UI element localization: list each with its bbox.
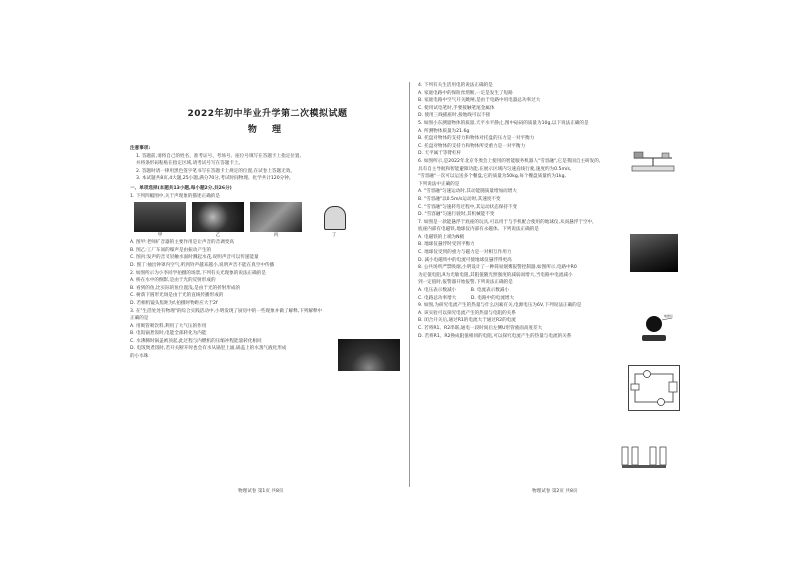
option: C. 树荫下圆形光斑是由于光的直线传播形成的 <box>130 293 224 299</box>
figure-robot-photo <box>630 234 678 272</box>
exam-title: 2022年初中毕业升学第二次模拟试题 <box>187 109 348 119</box>
option: D. 若将R1、R2换成阻值相同的电阻,可以探究电流产生的热量与电流的关系 <box>418 333 572 339</box>
page-footer-left: 物理试卷 第1页 共8页 <box>238 489 284 494</box>
question-7: 7. 如图是一款能悬浮于底座的玩具,可以用于与手机配合使用的地球仪,从而悬浮于空中, <box>418 219 594 225</box>
figure-bell-jar <box>308 202 360 232</box>
note-line: 3. 本试题共8页,4大题,25小题,满分70分,考试时间物理、化学共计120分钟。 <box>136 176 294 182</box>
q1-figures <box>134 202 405 232</box>
option: D. 使用三线插座时,接地线可以不接 <box>418 113 491 119</box>
question-2: 2. 如图所示为小李同学拍摄的场景,下列有关光现象的说法正确的是 <box>130 270 266 276</box>
note-line: 1. 答题前,请将自己的姓名、准考证号、考场号、座位号填写在答题卡上指定位置, <box>136 153 301 159</box>
option: B. 图乙:工厂车间的噪声是由振动产生的 <box>130 247 212 253</box>
question-6: 6. 如图所示,是2022年北京冬奥会上使用的智能服务机器人"雪容融",它是我国自主研发的, <box>418 158 601 164</box>
question-line: 具有自主导航和智能避障功能,在展示区域内匀速直线行驶,速度约为0.5m/s, <box>418 166 572 172</box>
caption: 丙 <box>273 233 279 239</box>
option: D. 减小电磁铁中的电流可使地球仪悬浮得更高 <box>418 257 512 263</box>
option: B. 托盘对物体的支持力和物体对托盘的压力是一对平衡力 <box>418 136 535 142</box>
question-line: 下列说法中正确的是 <box>418 181 460 187</box>
figure-bridge-photo <box>338 339 400 371</box>
figure-balance <box>628 144 678 174</box>
option: 的小水珠 <box>130 354 149 360</box>
option <box>418 295 680 303</box>
option: D. 若相机镜头焦距为f,拍摄时物距应大于2f <box>130 300 218 306</box>
question-4: 4. 下列有关生活用电的说法正确的是 <box>418 83 493 88</box>
question-line: "雪容融"一次可以运送多个餐盘,它的质量为50kg,每个餐盘质量约为1kg, <box>418 174 566 180</box>
option: A. 家庭电路中的保险丝熔断,一定是发生了短路 <box>418 90 513 96</box>
question-3-cont: 正确的是 <box>130 316 149 322</box>
caption: 丁 <box>331 233 337 239</box>
question-line: 底座内部有电磁铁,地球仪内部有永磁体。下列说法正确的是 <box>418 227 539 233</box>
caption: 甲 <box>157 233 163 239</box>
figure-workshop <box>192 202 244 232</box>
option <box>418 287 680 295</box>
exam-page-right <box>418 82 680 497</box>
page-footer-right: 物理试卷 第2页 共8页 <box>532 489 578 494</box>
option: B. 家庭电路中空气开关跳闸,是由于电路中用电器总功率过大 <box>418 98 541 104</box>
figure-globe <box>634 314 674 342</box>
option: A. 用吸管吸饮料,利用了大气压的作用 <box>130 323 207 329</box>
option-c: C. 电路总功率增大 <box>418 295 457 301</box>
option: A. 桥在水中的倒影,是由于光的反射形成的 <box>130 278 216 284</box>
exam-subject: 物 理 <box>247 125 288 135</box>
figure-u-tubes <box>618 443 678 469</box>
figure-circuit <box>628 365 680 411</box>
page-divider <box>409 82 410 487</box>
option: B. 闭合开关后,通过R1的电流大于通过R2的电流 <box>418 318 516 324</box>
option: C. 地球仪受到的重力与磁力是一对相互作用力 <box>418 250 512 256</box>
option-b: B. 电流表示数减小 <box>470 288 509 294</box>
option: D. 天平属于等臂杠杆 <box>418 151 462 157</box>
question-3: 3. 在"生活处处有物理"的综合实践活动中,小明发现了厨房中的一些现象并做了解释,下列解释中 <box>130 308 323 314</box>
option-a: A. 电压表示数减小 <box>418 288 457 294</box>
option: A. 所测物体质量为21.6g <box>418 128 470 134</box>
exam-page-left <box>130 82 405 497</box>
caption: 乙 <box>215 233 221 239</box>
question-9: 9. 如图,为研究电流产生的热量与什么因素有关,电源电压为6V,下列说法正确的是 <box>418 303 582 309</box>
option: B. "雪容融"以0.5m/s运动时,其速度不变 <box>418 196 501 202</box>
note-line: 2. 答题时请一律用黑色签字笔书写在答题卡上规定的位置,在试卷上答题无效。 <box>136 168 295 174</box>
option: C. "雪容融"匀速转弯过程中,其运动状态保持不变 <box>418 204 518 210</box>
option: C. 图丙:发声的音叉轻触水面时溅起水花,说明声音可以传递能量 <box>130 255 259 261</box>
option: D. "雪容融"匀速行驶时,其机械能不变 <box>418 212 495 218</box>
option: B. 地球仪悬浮时受到平衡力 <box>418 242 475 248</box>
option: B. 看到的鱼,比实际的鱼位置浅,是由于光的折射形成的 <box>130 285 241 291</box>
option: A. 图甲:老师扩音器的主要作用是让声音的音调变高 <box>130 240 235 246</box>
option: D. 电饭煲煮饭时,若开关断开时也会有水从锅里上涌,锅盖上的水蒸气液化形成 <box>130 346 287 352</box>
option: D. 图丁:抽出钟罩内空气,听到铃声越来越小,说明声音不能在真空中传播 <box>130 262 275 268</box>
option: C. 托盘对物体的支持力和物体所受重力是一对平衡力 <box>418 143 526 149</box>
option: C. 使用试电笔时,手要接触笔尾金属体 <box>418 105 495 111</box>
option: A. 电磁铁的上端为N极 <box>418 234 465 240</box>
option-d: D. 电路中的电流增大 <box>470 295 515 301</box>
question-line: 到一定值时,报警器开始报警,下列说法正确的是 <box>418 280 513 286</box>
option: A. "雪容融"匀速运动时,其动能随质量增加而增大 <box>418 189 517 195</box>
globe-label: 地球仪 <box>664 314 674 318</box>
figure-tuning-fork <box>250 202 302 232</box>
option: C. 若将R1、R2串联,通电一段时间后左侧U形管液面高度差大 <box>418 326 543 331</box>
notes-heading: 注意事项: <box>130 146 151 151</box>
option: B. 电饭锅煮饭时,电能全部转化为内能 <box>130 331 207 337</box>
option: A. 该实验可以探究电流产生的热量与电阻的关系 <box>418 310 516 316</box>
section-heading: 一、单项选择(本题共13小题,每小题2分,共26分) <box>130 185 232 191</box>
figure-megaphone <box>134 202 186 232</box>
note-line: 并将条形码粘贴在指定区域,请考试号写在答题卡上。 <box>136 161 244 167</box>
question-8: 8. 公共场所严禁吸烟,小明设计了一种简易烟雾报警控制器,如图所示,电路中R0 <box>418 265 577 271</box>
question-5: 5. 如图小东测量物体的质量,天平水平静止,图中砝码的质量为10g,以下说法正确的是 <box>418 120 589 126</box>
question-line: 为定值电阻,R为光敏电阻,其阻值随光照强度的减弱而增大,当电路中电流减小 <box>418 272 573 278</box>
question-1: 1. 下列四幅图中,关于声现象的描述正确的是 <box>130 193 220 199</box>
option: C. 水沸腾时锅盖被顶起,此过程与内燃机的压缩冲程能量转化相同 <box>130 338 262 344</box>
